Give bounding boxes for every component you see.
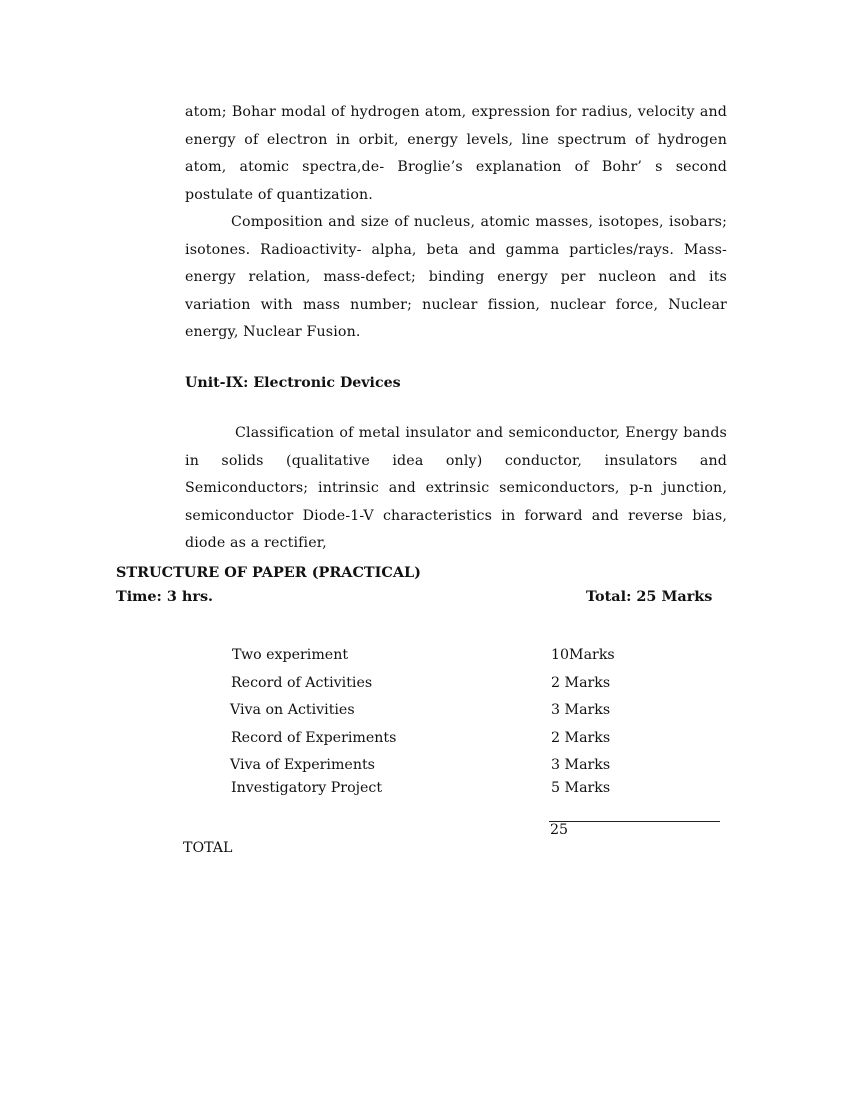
sum-divider (549, 821, 720, 822)
total-sum-value: 25 (550, 822, 569, 838)
row-marks-record-activities: 2 Marks (551, 675, 611, 691)
row-label-two-experiment: Two experiment (232, 647, 349, 663)
row-label-record-activities: Record of Activities (231, 675, 373, 691)
row-marks-investigatory-project: 5 Marks (551, 780, 611, 796)
unit-heading: Unit-IX: Electronic Devices (185, 375, 401, 391)
time-label: Time: 3 hrs. (116, 588, 214, 605)
total-marks-label: Total: 25 Marks (586, 588, 713, 605)
row-marks-record-experiments: 2 Marks (551, 730, 611, 746)
paragraph-atom: atom; Bohar modal of hydrogen atom, expression for radius, velocity and energy of electron in orbit, energy levels, line spectrum of hydrogen atom, atomic spectra,de- Broglie’s explanation of Bohr’ s second postulate of quantization. (185, 104, 727, 203)
paragraph-nucleus: Composition and size of nucleus, atomic masses, isotopes, isobars; isotones. Radioactivity- alpha, beta and gamma particles/rays. Mass-energy relation, mass-defect; binding energy per nucleon and its variation with mass number; nuclear fission, nuclear force, Nuclear energy, Nuclear Fusion. (185, 214, 727, 341)
total-label: TOTAL (183, 840, 233, 856)
row-label-record-experiments: Record of Experiments (231, 730, 397, 746)
row-label-viva-activities: Viva on Activities (230, 702, 355, 718)
paragraph-electronic-devices: Classification of metal insulator and semiconductor, Energy bands in solids (qualitative idea only) conductor, insulators and Semiconductors; intrinsic and extrinsic semiconductors, p-n junction, semiconductor Diode-1-V characteristics in forward and reverse bias, diode as a rectifier, (185, 425, 727, 552)
practical-heading: STRUCTURE OF PAPER (PRACTICAL) (116, 564, 421, 581)
row-label-investigatory-project: Investigatory Project (231, 780, 383, 796)
row-marks-viva-experiments: 3 Marks (551, 757, 611, 773)
row-marks-viva-activities: 3 Marks (551, 702, 611, 718)
row-marks-two-experiment: 10Marks (551, 647, 615, 663)
row-label-viva-experiments: Viva of Experiments (230, 757, 375, 773)
